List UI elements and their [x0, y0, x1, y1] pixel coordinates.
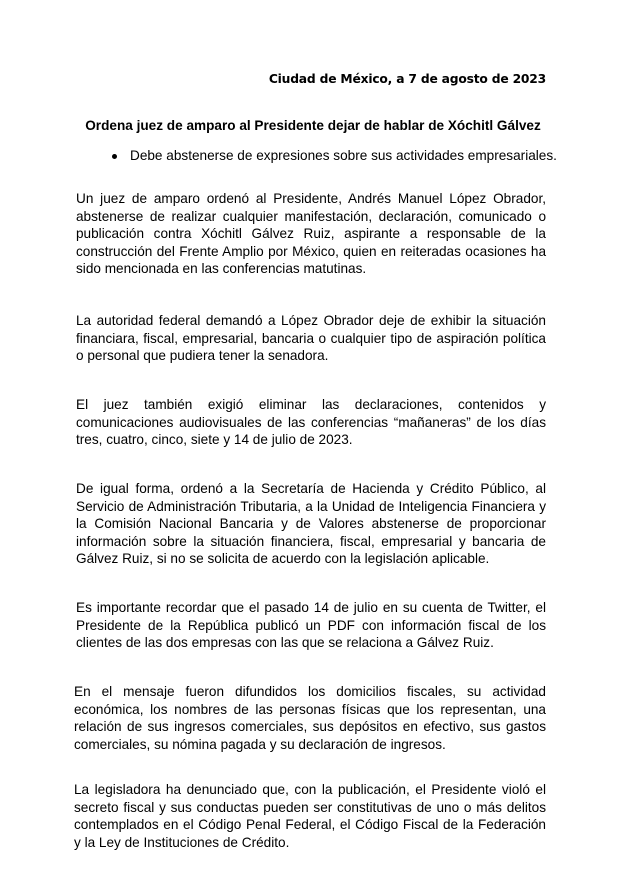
- bullet-text: Debe abstenerse de expresiones sobre sus actividades empresariales.: [130, 148, 557, 163]
- paragraph-6: En el mensaje fueron difundidos los domicilios fiscales, su actividad económica, los nombres de las personas físicas que los representan, una relación de sus ingresos comerciales, sus depósitos en efectivo, sus gastos comerciales, su nómina pagada y su declaración de ingresos.: [74, 684, 546, 752]
- headline: Ordena juez de amparo al Presidente dejar de hablar de Xóchitl Gálvez: [85, 118, 541, 133]
- paragraph-2: La autoridad federal demandó a López Obrador deje de exhibir la situación financiara, fiscal, empresarial, bancaria o cualquier tipo de aspiración política o personal que pudiera tener la senadora.: [76, 313, 546, 364]
- dateline: Ciudad de México, a 7 de agosto de 2023: [268, 72, 546, 86]
- paragraph-4: De igual forma, ordenó a la Secretaría de Hacienda y Crédito Público, al Servicio de Administración Tributaria, a la Unidad de Inteligencia Financiera y la Comisión Nacional Bancaria y de Valores abstenerse de proporcionar información sobre la situación financiera, fiscal, empresarial y bancaria de Gálvez Ruiz, si no se solicita de acuerdo con la legislación aplicable.: [76, 481, 546, 567]
- paragraph-7: La legisladora ha denunciado que, con la publicación, el Presidente violó el secreto fiscal y sus conductas pueden ser constitutivas de uno o más delitos contemplados en el Código Penal Federal, el Código Fiscal de la Federación y la Ley de Instituciones de Crédito.: [74, 782, 546, 850]
- bullet-dot-icon: [112, 154, 117, 159]
- paragraph-1: Un juez de amparo ordenó al Presidente, Andrés Manuel López Obrador, abstenerse de realizar cualquier manifestación, declaración, comunicado o publicación contra Xóchitl Gálvez Ruiz, aspirante a responsable de la construcción del Frente Amplio por México, quien en reiteradas ocasiones ha sido mencionada en las conferencias matutinas.: [76, 191, 546, 277]
- paragraph-3: El juez también exigió eliminar las declaraciones, contenidos y comunicaciones audiovisuales de las conferencias “mañaneras” de los días tres, cuatro, cinco, siete y 14 de julio de 2023.: [76, 397, 546, 448]
- paragraph-5: Es importante recordar que el pasado 14 de julio en su cuenta de Twitter, el Presidente de la República publicó un PDF con información fiscal de los clientes de las dos empresas con las que se relaciona a Gálvez Ruiz.: [76, 600, 546, 651]
